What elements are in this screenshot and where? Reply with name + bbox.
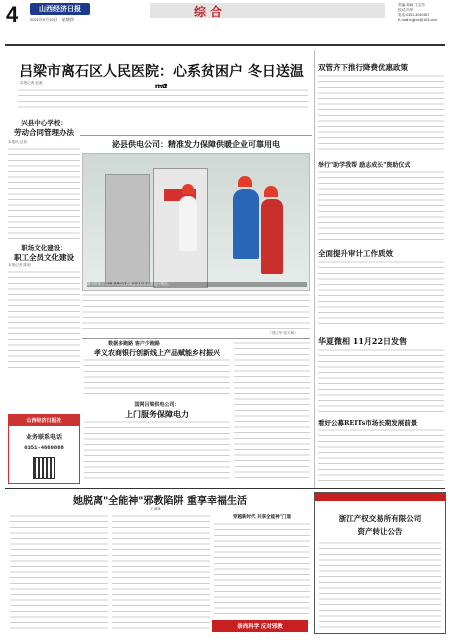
col-divider <box>314 50 315 488</box>
left-headline-1: 劳动合同管理办法 <box>14 128 74 137</box>
bottom-text-1 <box>10 514 108 630</box>
helmet-1 <box>182 184 194 194</box>
section-band <box>150 3 385 18</box>
section-title: 综合 <box>194 5 227 19</box>
page-header <box>0 0 450 50</box>
left-byline-2: 本报记者 陈明 <box>8 263 31 267</box>
bottom-text-3 <box>214 522 310 618</box>
right-headline-3: 全面提升审计工作质效 <box>318 249 393 258</box>
ad-phone-label: 业务联系电话 <box>25 435 62 441</box>
footer-banner: 崇尚科学 反对邪教 <box>212 620 308 632</box>
right-text-2 <box>318 170 444 240</box>
bottom-text-2 <box>112 514 210 630</box>
worker-2 <box>233 189 259 259</box>
masthead-logo: 山西经济日报 <box>30 3 90 15</box>
lead-byline: 本报记者 赵康 <box>20 81 43 85</box>
photo-caption: 图为供电公司工作人员在供暖企业检查设备运行情况。 <box>87 282 307 287</box>
right-headline-1: 双管齐下推行降费优惠政策 <box>318 63 408 72</box>
story2-text <box>84 420 230 482</box>
page-number: 4 <box>6 2 19 27</box>
editor-info: 责编:高崎 王志芳 校对:冯华 电话:0351-4040387 E-mail:sxjjrb4@163.com <box>398 3 437 22</box>
left-byline-1: 本报讯 记者 <box>8 140 27 144</box>
ad-phone: 0351-4660888 <box>24 444 64 451</box>
stories-rule <box>82 338 310 339</box>
auction-top-bar <box>315 493 445 501</box>
header-rule <box>5 44 445 46</box>
left-subtitle-2: 职场文化建设： <box>21 244 67 252</box>
right-text-1 <box>318 74 444 152</box>
feature-byline: （刘江华 张天林） <box>268 331 298 335</box>
right-headline-4: 华夏微相 11月22日发售 <box>318 336 408 346</box>
right-text-4 <box>318 348 444 412</box>
right-headline-2: 举行"助学我帮 励志成长"资助仪式 <box>318 162 411 169</box>
issue-date: 2021年9月19日 星期四 <box>30 17 74 22</box>
bottom-headline: 她脱离"全能神"邪教陷阱 重享幸福生活 <box>73 496 247 507</box>
right-text-3 <box>318 260 444 328</box>
auction-notice <box>314 492 446 634</box>
left-column <box>8 118 80 408</box>
auction-text <box>319 541 441 631</box>
helmet-3 <box>264 186 278 197</box>
story1-title: 数据多跑路 客户少跑路 <box>108 341 160 347</box>
feature-text <box>82 293 310 331</box>
bottom-byline: 王海林 <box>150 507 161 511</box>
right-headline-5: 看好公募REITs市场长期发展前景 <box>318 419 418 427</box>
story1-text <box>84 358 230 398</box>
right-text-5 <box>318 428 444 484</box>
feature-headline: 泌县供电公司：精准发力保障供暖企业可靠用电 <box>112 139 280 149</box>
cabinet-left <box>105 174 150 284</box>
contact-ad <box>8 414 80 484</box>
auction-title: 浙江产权交易所有限公司 <box>338 514 422 523</box>
lead-text <box>18 88 308 110</box>
lead-headline: 吕梁市离石区人民医院：心系贫困户 冬日送温 <box>19 64 304 80</box>
story1-subtitle: 孝义农商银行创新线上产品赋能乡村振兴 <box>94 348 220 357</box>
helmet-2 <box>238 176 252 187</box>
worker-1 <box>179 196 197 251</box>
ad-org: 山西经济日报社 <box>9 415 79 426</box>
left-text-1 <box>8 147 80 239</box>
bottom-rule <box>5 488 445 489</box>
left-text-2 <box>8 270 80 370</box>
story2-subtitle: 上门服务保障电力 <box>125 409 189 419</box>
worker-3 <box>261 199 283 274</box>
feature-photo <box>82 153 310 291</box>
left-subtitle-1: 兴县中心学校： <box>21 119 67 127</box>
story-side-text <box>234 341 310 481</box>
bottom-subtitle: 穿越新时代 共享全能神"门道 <box>233 515 291 520</box>
feature-rule <box>80 135 312 136</box>
qr-code-icon <box>33 457 55 479</box>
story2-title: 国网吕梁供电公司： <box>134 402 180 408</box>
left-headline-2: 职工全员文化建设 <box>14 253 74 262</box>
auction-subtitle: 资产转让公告 <box>357 527 403 536</box>
